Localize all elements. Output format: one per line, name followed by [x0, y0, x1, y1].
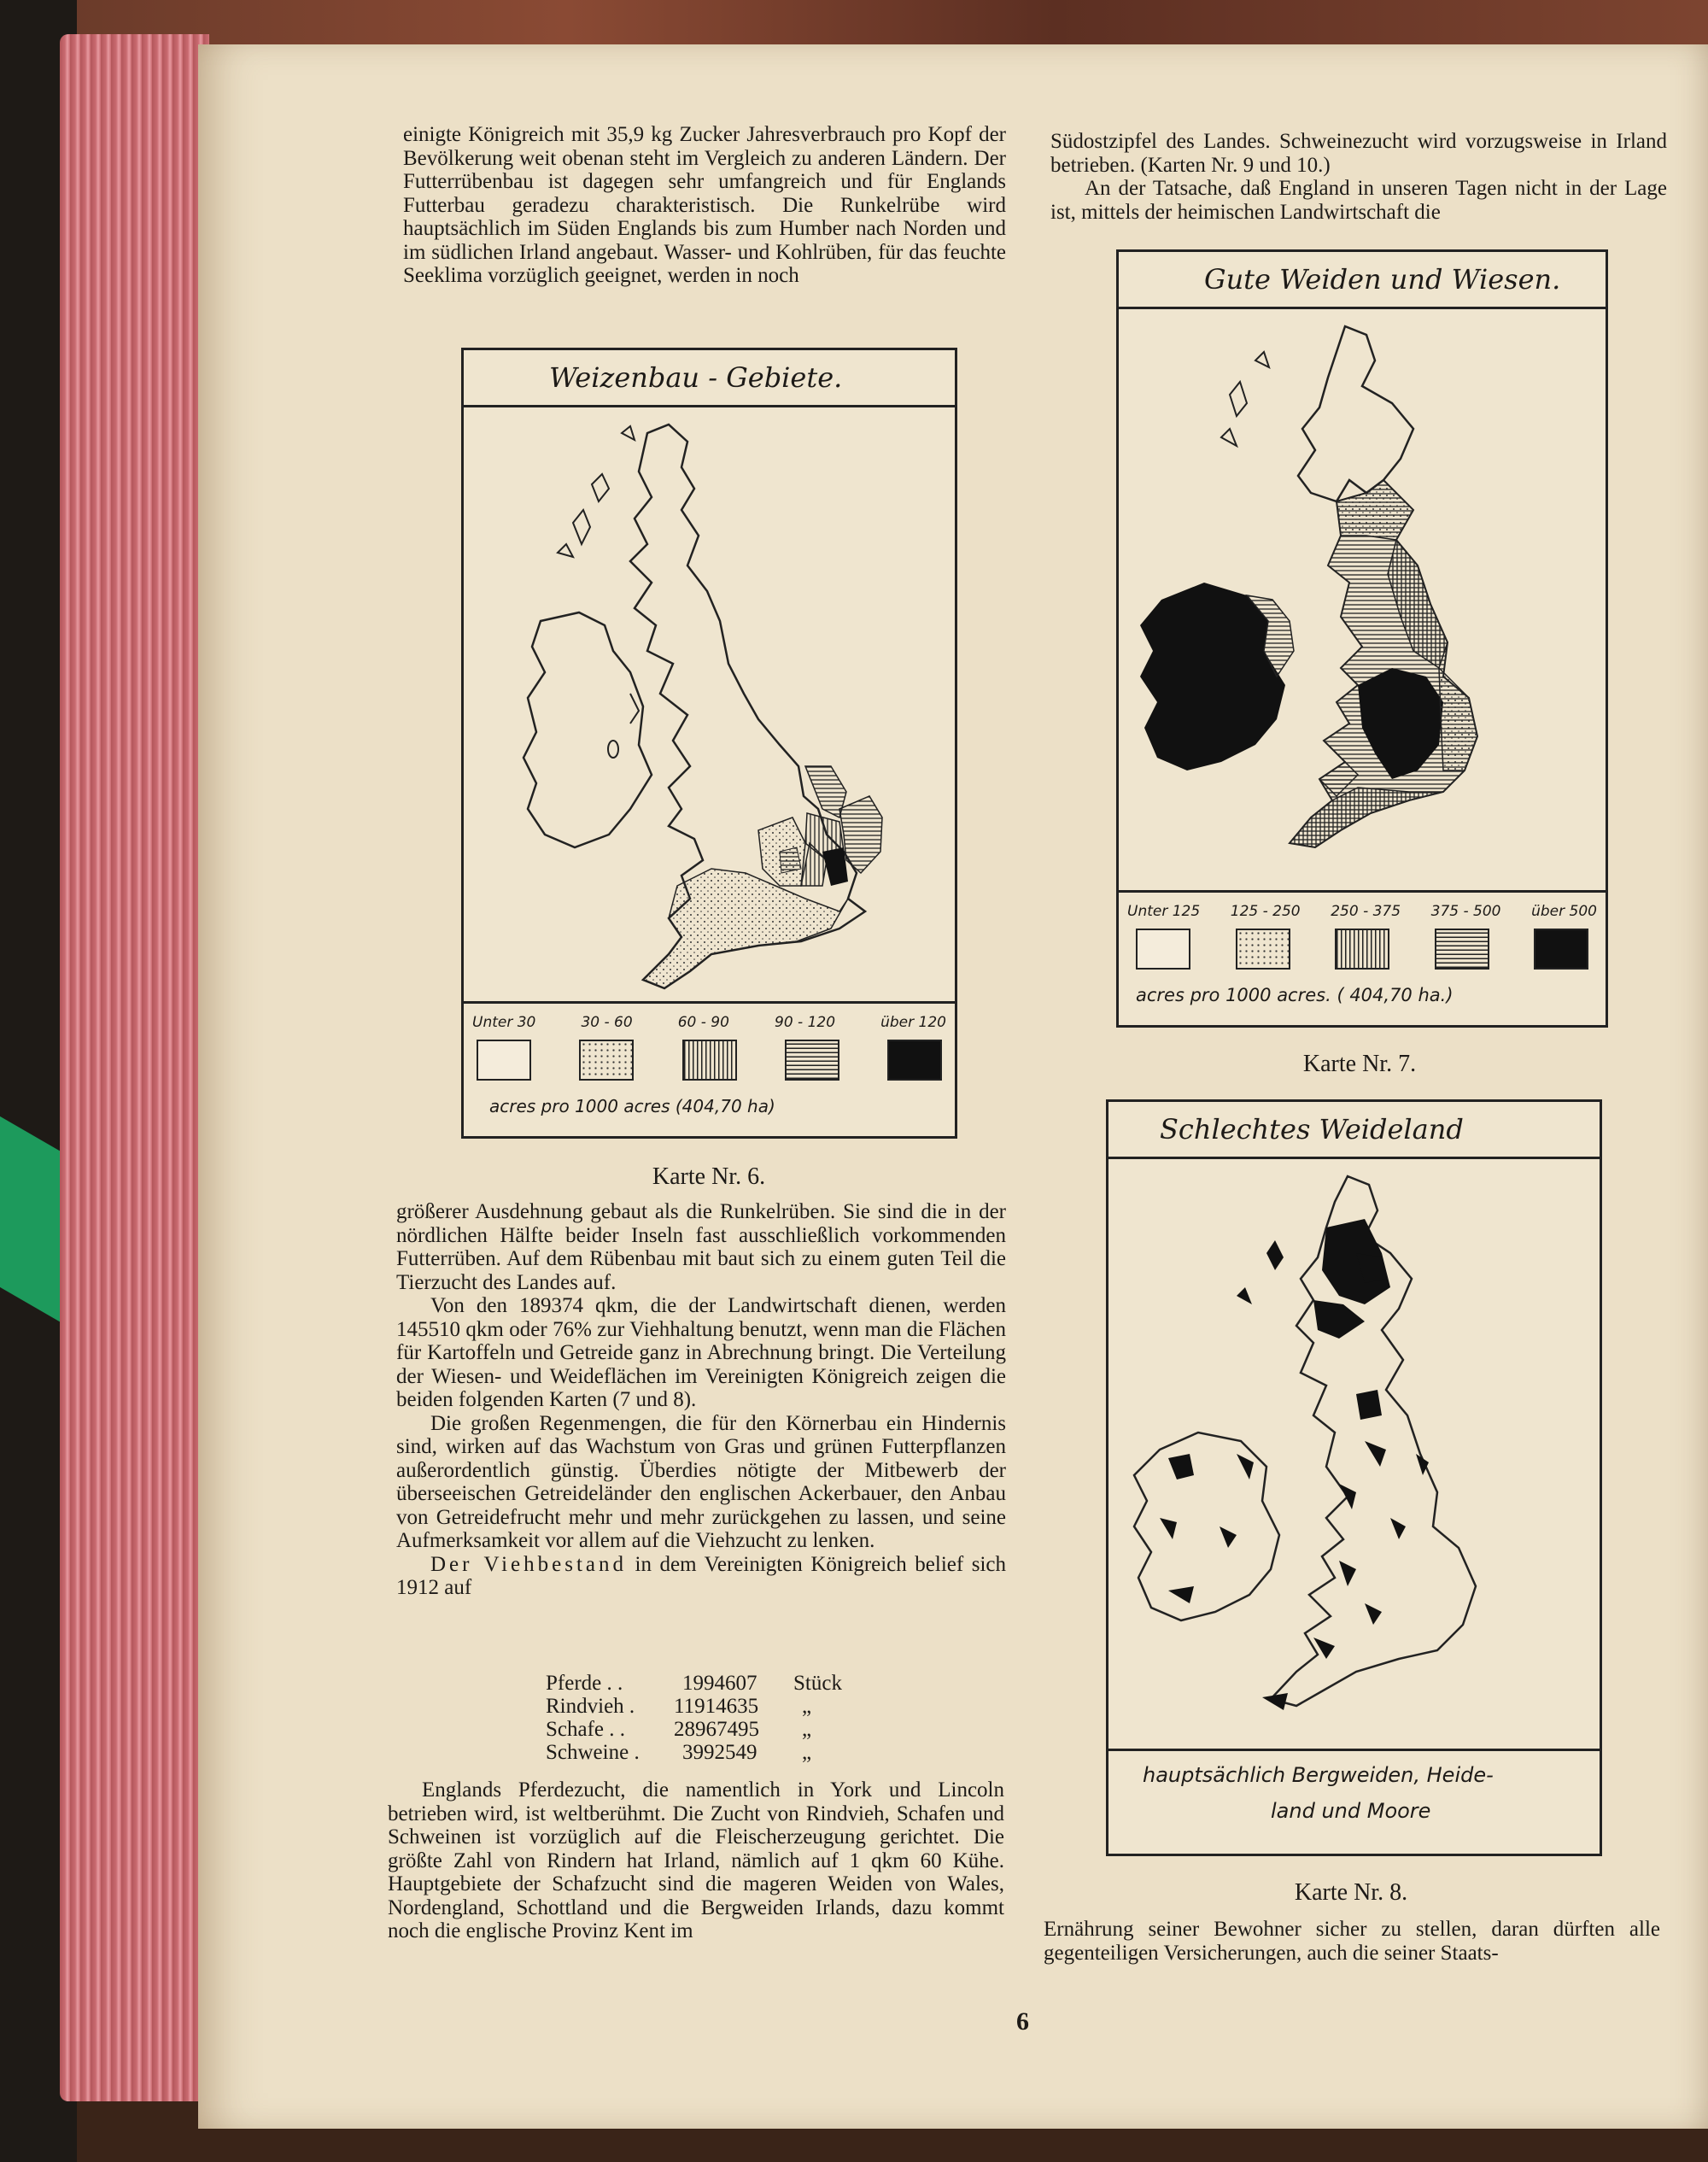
paragraph: Englands Pferdezucht, die namentlich in York und Lincoln betrieben wird, ist weltberühmt. Die Zucht von Rindvieh, Schafen und Schweinen ist vorzüglich auf die Fleischerzeugung gerichtet. Die größte Zahl von Rindern hat Irland, nämlich auf 1 qkm 60 Kühe. Hauptgebiete der Schafzucht sind die mageren Weiden von Wales, Nordengland, Schottland und die Bergweiden Irlands, dazu kommt noch die englische Provinz Kent im	[388, 1778, 1004, 1942]
map-8-caption: Karte Nr. 8.	[1294, 1879, 1408, 1906]
paragraph: einigte Königreich mit 35,9 kg Zucker Jahresverbrauch pro Kopf der Bevölkerung weit obenan steht im Vergleich zu anderen Ländern. Der Futterrübenbau ist dagegen sehr umfangreich und für Englands Futterbau geradezu charakteristisch. Die Runkelrübe wird hauptsächlich im Süden Englands bis zum Humber nach Norden und im südlichen Irland angebaut. Wasser- und Kohlrüben, für das feuchte Seeklima vorzüglich geeignet, werden in noch	[403, 123, 1006, 287]
map-6-drawing	[464, 407, 955, 997]
animal: Schweine .	[546, 1741, 640, 1764]
map-title: Gute Weiden und Wiesen.	[1119, 252, 1606, 309]
swatch-black	[887, 1040, 942, 1081]
unit: „	[802, 1718, 812, 1741]
swatch-vertical-lines	[682, 1040, 737, 1081]
paragraph: Von den 189374 qkm, die der Landwirtschaft dienen, werden 145510 qkm oder 76% zur Viehhaltung benutzt, wenn man die Flächen für Kartoffeln und Getreide ganz in Abrechnung bringt. Die Verteilung der Wiesen- und Weideflächen im Vereinigten Königreich zeigen die beiden folgenden Karten (7 und 8).	[396, 1294, 1006, 1411]
map-6-wheat-areas	[461, 348, 957, 1139]
legend-line: land und Moore	[1271, 1799, 1431, 1823]
map-7-good-pastures	[1116, 249, 1608, 1028]
legend-label: 60 - 90	[677, 1014, 729, 1031]
legend-unit: acres pro 1000 acres (404,70 ha)	[489, 1096, 775, 1116]
map-title: Weizenbau - Gebiete.	[464, 350, 955, 407]
page-edges	[60, 34, 209, 2101]
map-7-drawing	[1119, 309, 1606, 890]
legend-label: über 120	[880, 1014, 946, 1031]
map-8-legend	[1108, 1749, 1600, 1854]
paragraph	[396, 1553, 1006, 1600]
swatch-horizontal-lines	[1435, 929, 1489, 970]
legend-label: 250 - 375	[1331, 903, 1401, 920]
count: 11914635	[674, 1695, 759, 1718]
count: 28967495	[674, 1718, 759, 1741]
map-6-legend	[464, 1001, 955, 1136]
unit: „	[802, 1695, 812, 1718]
left-column-bottom	[396, 1200, 1006, 1600]
legend-label: 30 - 60	[581, 1014, 633, 1031]
marbled-cover	[77, 0, 1708, 51]
left-column-end	[388, 1778, 1004, 1943]
book-page	[198, 44, 1708, 2129]
legend-label: 125 - 250	[1230, 903, 1301, 920]
map-7-caption: Karte Nr. 7.	[1302, 1051, 1417, 1077]
swatch-vertical-lines	[1335, 929, 1389, 970]
swatch-dots	[579, 1040, 634, 1081]
paragraph: Die großen Regenmengen, die für den Körnerbau ein Hindernis sind, wirken auf das Wachstum von Gras und grünen Futterpflanzen außerordentlich günstig. Überdies nötigte der Mitbewerb der überseeischen Getreideländer den englischen Ackerbauer, den Anbau von Getreidefrucht mehr und mehr zurückgehen zu lassen, und seine Aufmerksamkeit vor allem auf die Viehzucht zu lenken.	[396, 1411, 1006, 1552]
map-8-poor-pasture	[1106, 1099, 1602, 1856]
animal: Schafe . .	[546, 1718, 626, 1741]
legend-label: 90 - 120	[775, 1014, 836, 1031]
legend-label: Unter 30	[472, 1014, 536, 1031]
map-8-drawing	[1108, 1159, 1600, 1740]
legend-swatches	[1127, 929, 1597, 970]
paragraph: An der Tatsache, daß England in unseren Tagen nicht in der Lage ist, mittels der heimischen Landwirtschaft die	[1050, 177, 1667, 224]
legend-labels	[1127, 903, 1597, 920]
map-6-caption: Karte Nr. 6.	[652, 1163, 766, 1190]
legend-label: 375 - 500	[1430, 903, 1501, 920]
swatch-black	[1534, 929, 1588, 970]
right-column-top	[1050, 130, 1667, 224]
legend-label: über 500	[1531, 903, 1597, 920]
unit: Stück	[793, 1672, 842, 1695]
legend-swatches	[472, 1040, 946, 1081]
legend-unit: acres pro 1000 acres. ( 404,70 ha.)	[1136, 985, 1454, 1005]
animal: Pferde . .	[546, 1672, 623, 1695]
legend-line: hauptsächlich Bergweiden, Heide-	[1143, 1763, 1494, 1787]
left-column-top	[403, 123, 1006, 288]
livestock-table	[546, 1672, 887, 1774]
paragraph-rest: in dem Vereinigten Königreich belief sich 1912 auf	[396, 1552, 1006, 1599]
swatch-blank	[1136, 929, 1190, 970]
paragraph: Südostzipfel des Landes. Schweinezucht wird vorzugsweise in Irland betrieben. (Karten Nr. 9 und 10.)	[1050, 130, 1667, 177]
legend-label: Unter 125	[1127, 903, 1201, 920]
paragraph: Ernährung seiner Bewohner sicher zu stellen, daran dürften alle gegenteiligen Versicherungen, auch die seiner Staats-	[1044, 1918, 1660, 1965]
swatch-horizontal-lines	[785, 1040, 839, 1081]
swatch-blank	[477, 1040, 531, 1081]
map-title: Schlechtes Weideland	[1108, 1102, 1600, 1159]
count: 3992549	[682, 1741, 757, 1764]
unit: „	[802, 1741, 812, 1764]
right-column-bottom	[1044, 1918, 1660, 1965]
legend-labels	[472, 1014, 946, 1031]
spaced-term: Der Viehbestand	[430, 1552, 627, 1576]
animal: Rindvieh .	[546, 1695, 635, 1718]
map-7-legend	[1119, 890, 1606, 1025]
count: 1994607	[682, 1672, 757, 1695]
page-number: 6	[1016, 2007, 1029, 2036]
swatch-dots	[1236, 929, 1290, 970]
paragraph: größerer Ausdehnung gebaut als die Runkelrüben. Sie sind die in der nördlichen Hälfte beider Inseln fast ausschließlich vorkommenden Futterrüben. Auf dem Rübenbau mit baut sich zu einem guten Teil die Tierzucht des Landes auf.	[396, 1200, 1006, 1294]
